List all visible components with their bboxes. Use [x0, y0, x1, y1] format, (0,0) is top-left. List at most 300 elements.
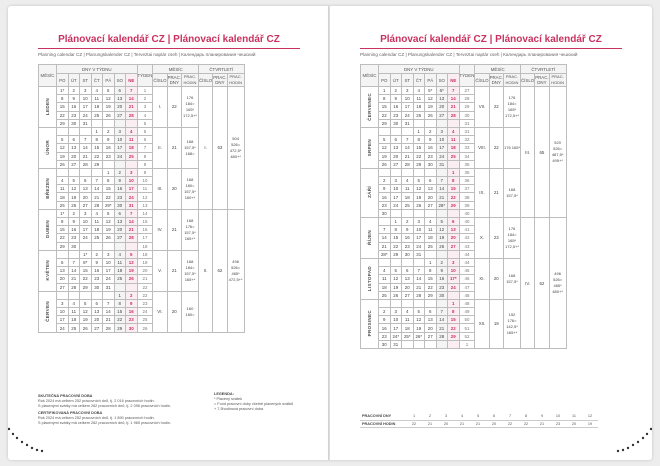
day-cell: 16 [68, 226, 80, 234]
header-prac-dny: PRAC. DNY [213, 75, 227, 85]
summary-label: PRACOVNÍ DNY [360, 413, 406, 420]
day-cell: 9 [425, 136, 437, 144]
month-number: V. [153, 250, 167, 291]
day-cell: 26 [80, 324, 92, 332]
note-title-actual: SKUTEČNÁ PRACOVNÍ DOBA [38, 394, 93, 398]
day-cell: 11 [57, 185, 69, 193]
month-work-hours: 168 160= 157,5* 160+* [182, 168, 199, 209]
day-cell: 10 [114, 136, 126, 144]
day-cell: 11 [413, 95, 425, 103]
month-work-hours: 168 157,5* [504, 168, 521, 217]
day-cell: 6 [448, 218, 460, 226]
day-cell: 24 [413, 242, 425, 250]
day-cell: 10 [413, 226, 425, 234]
note-line: S placenými svátky má celkem 262 pracovních dnů, tj. 1 965 pracovních hodin. [38, 421, 171, 425]
header-day: PO [57, 74, 69, 87]
day-cell: 20 [57, 275, 69, 283]
header-month-group: MĚSÍC [153, 65, 199, 74]
day-cell: 24 [80, 234, 92, 242]
day-cell: 16 [379, 324, 391, 332]
month-label [39, 127, 57, 168]
summary-value: 20 [566, 420, 582, 427]
day-cell: 2 [425, 127, 437, 135]
day-cell: 2 [390, 87, 402, 95]
month-number: VIII. [475, 127, 489, 168]
month-number: XI. [475, 258, 489, 299]
day-cell: 9 [379, 185, 391, 193]
day-cell [80, 168, 92, 176]
day-cell: 1* [57, 87, 69, 95]
day-cell: 20 [80, 193, 92, 201]
week-number: 51 [459, 324, 475, 332]
day-cell: 8 [114, 299, 126, 307]
header-prac-dny: PRAC. DNY [535, 75, 549, 85]
day-cell: 29 [390, 250, 402, 258]
header-day: PÁ [103, 74, 115, 87]
day-cell: 1 [390, 218, 402, 226]
day-cell: 27 [91, 324, 103, 332]
day-cell: 25 [425, 242, 437, 250]
week-number: 30 [459, 111, 475, 119]
day-cell: 5 [126, 250, 138, 258]
week-number: 36 [459, 177, 475, 185]
summary-row [360, 413, 598, 420]
day-cell: 20 [425, 324, 437, 332]
month-name: PROSINEC [367, 310, 372, 337]
day-cell: 30 [379, 340, 391, 348]
day-cell: 17 [80, 103, 92, 111]
day-cell: 23 [103, 152, 115, 160]
day-cell: 18 [413, 103, 425, 111]
day-cell: 18 [114, 267, 126, 275]
day-cell: 31 [402, 119, 414, 127]
day-cell: 28 [448, 111, 460, 119]
day-cell: 29 [379, 119, 391, 127]
week-number: 37 [459, 185, 475, 193]
week-number: 2 [137, 95, 153, 103]
day-cell: 31 [80, 119, 92, 127]
day-cell: 29 [91, 160, 103, 168]
week-number: 17 [137, 234, 153, 242]
day-cell: 7 [126, 209, 138, 217]
day-cell: 14 [126, 95, 138, 103]
week-number: 1 [459, 340, 475, 348]
week-number: 4 [137, 111, 153, 119]
month-work-days: 23 [489, 218, 503, 259]
day-cell: 30 [68, 242, 80, 250]
day-cell: 15 [57, 103, 69, 111]
day-cell: 30 [91, 283, 103, 291]
day-cell: 25 [126, 152, 138, 160]
month-label [361, 127, 379, 168]
week-number: 42 [459, 234, 475, 242]
day-cell: 15 [57, 226, 69, 234]
week-number: 32 [459, 136, 475, 144]
month-work-hours: 176 184= 165* 172,5+* [504, 218, 521, 259]
day-cell: 5 [103, 87, 115, 95]
day-cell: 21 [80, 152, 92, 160]
day-cell [390, 127, 402, 135]
day-cell: 24 [80, 111, 92, 119]
summary-value: 20 [486, 420, 502, 427]
month-number: IX. [475, 168, 489, 217]
day-cell: 1 [379, 87, 391, 95]
week-number: 38 [459, 193, 475, 201]
week-number: 25 [137, 316, 153, 324]
day-cell: 15 [114, 308, 126, 316]
day-cell: 4 [448, 127, 460, 135]
day-cell: 3 [402, 87, 414, 95]
day-cell: 24* [390, 332, 402, 340]
day-cell: 27 [402, 291, 414, 299]
day-cell: 11 [114, 258, 126, 266]
legend-title: LEGENDA: [214, 392, 234, 396]
month-label [361, 299, 379, 348]
week-number: 24 [137, 308, 153, 316]
day-cell: 4 [402, 308, 414, 316]
day-cell: 11 [402, 316, 414, 324]
month-label [39, 250, 57, 291]
day-cell: 10 [390, 316, 402, 324]
quarter-work-days: 62 [535, 218, 549, 349]
month-work-days: 21 [167, 127, 181, 168]
day-cell: 3 [448, 258, 460, 266]
day-cell: 27 [68, 160, 80, 168]
header-day: ÚT [68, 74, 80, 87]
day-cell: 12 [413, 185, 425, 193]
quarter-work-hours: 504 526= 472,5* 480+* [227, 87, 244, 210]
header-prac-hodin: PRAC. HODIN [182, 74, 199, 87]
day-cell: 31 [126, 201, 138, 209]
header-prac-dny: PRAC. DNY [167, 75, 181, 85]
day-cell [379, 168, 391, 176]
day-cell: 14 [126, 218, 138, 226]
day-cell: 10 [126, 177, 138, 185]
day-cell: 9 [91, 258, 103, 266]
day-cell [425, 209, 437, 217]
day-cell: 15 [425, 275, 437, 283]
month-label [361, 218, 379, 259]
summary-value: 22 [518, 420, 534, 427]
day-cell: 13 [68, 144, 80, 152]
day-cell: 14 [436, 185, 448, 193]
day-cell: 19 [57, 152, 69, 160]
week-number: 52 [459, 332, 475, 340]
header-day: SO [114, 74, 126, 87]
right-header [360, 34, 622, 57]
week-number: 31 [459, 119, 475, 127]
week-number: 8 [137, 152, 153, 160]
week-number: 19 [137, 258, 153, 266]
day-cell [448, 250, 460, 258]
summary-value: 10 [550, 413, 566, 420]
day-cell: 5 [80, 299, 92, 307]
week-number: 34 [459, 152, 475, 160]
day-cell: 19 [68, 193, 80, 201]
header-quarter-group: ČTVRTLETÍ [199, 65, 245, 74]
week-number: 28 [459, 95, 475, 103]
day-cell: 13 [390, 144, 402, 152]
day-cell: 12 [390, 275, 402, 283]
day-cell: 26 [103, 234, 115, 242]
day-cell: 6 [91, 299, 103, 307]
month-work-days: 22 [489, 127, 503, 168]
day-cell: 5 [379, 136, 391, 144]
header-day: NE [448, 74, 460, 87]
day-cell [114, 119, 126, 127]
week-number: 18 [137, 242, 153, 250]
day-cell [91, 242, 103, 250]
day-cell: 6 [402, 267, 414, 275]
day-cell: 24 [448, 283, 460, 291]
month-label [361, 168, 379, 217]
month-work-days: 20 [167, 168, 181, 209]
summary-value: 22 [502, 420, 518, 427]
day-cell: 2 [68, 87, 80, 95]
day-cell [57, 168, 69, 176]
week-number: 39 [459, 201, 475, 209]
month-label [39, 291, 57, 332]
week-number: 22 [137, 283, 153, 291]
day-cell: 18 [68, 316, 80, 324]
day-cell: 18 [126, 144, 138, 152]
month-work-days: 21 [167, 209, 181, 250]
day-cell: 15 [103, 185, 115, 193]
day-cell: 1 [425, 258, 437, 266]
day-cell: 29 [425, 291, 437, 299]
day-cell [413, 258, 425, 266]
day-cell: 20 [425, 193, 437, 201]
day-cell: 7 [91, 177, 103, 185]
day-cell [80, 242, 92, 250]
header-cislo: ČÍSLO [199, 74, 213, 87]
day-cell: 2 [436, 258, 448, 266]
day-cell: 14 [402, 144, 414, 152]
week-number: 1 [137, 87, 153, 95]
day-cell: 13 [425, 185, 437, 193]
day-cell: 20 [68, 152, 80, 160]
day-cell: 17 [126, 185, 138, 193]
summary-value: 7 [502, 413, 518, 420]
week-number: 35 [459, 160, 475, 168]
day-cell: 8 [448, 177, 460, 185]
quarter-work-days: 62 [213, 209, 227, 332]
day-cell: 25 [91, 111, 103, 119]
day-cell: 21 [379, 242, 391, 250]
day-cell: 7 [413, 267, 425, 275]
summary-value: 12 [582, 413, 598, 420]
week-number: 43 [459, 242, 475, 250]
day-cell: 13 [436, 95, 448, 103]
note-title-certified: CERTIFIKOVANÁ PRACOVNÍ DOBA [38, 411, 103, 415]
day-cell: 10 [103, 258, 115, 266]
day-cell: 3 [114, 127, 126, 135]
day-cell [57, 291, 69, 299]
week-number: 14 [137, 209, 153, 217]
day-cell: 9 [114, 177, 126, 185]
day-cell: 5 [103, 209, 115, 217]
day-cell: 23 [436, 283, 448, 291]
day-cell [379, 127, 391, 135]
summary-value: 21 [470, 420, 486, 427]
month-name: LEDEN [45, 97, 50, 115]
header-day: PO [379, 74, 391, 87]
day-cell [402, 209, 414, 217]
week-number: 9 [137, 168, 153, 176]
day-cell: 2 [402, 218, 414, 226]
day-cell: 8* [80, 258, 92, 266]
day-cell: 20 [402, 283, 414, 291]
day-cell: 10 [436, 136, 448, 144]
day-cell: 15 [390, 234, 402, 242]
day-cell: 30 [425, 160, 437, 168]
day-cell: 15 [448, 316, 460, 324]
page-corner-dots-icon [614, 418, 652, 460]
month-work-hours: 168 157,5* [504, 258, 521, 299]
day-cell: 18 [57, 193, 69, 201]
day-cell: 23 [425, 152, 437, 160]
week-number: 45 [459, 267, 475, 275]
day-cell: 10 [80, 218, 92, 226]
day-cell [402, 127, 414, 135]
day-cell: 22 [114, 316, 126, 324]
day-cell: 17 [57, 316, 69, 324]
day-cell: 30 [114, 201, 126, 209]
day-cell: 6* [436, 87, 448, 95]
day-cell [413, 340, 425, 348]
day-cell [402, 299, 414, 307]
day-cell [402, 258, 414, 266]
day-cell: 20 [448, 234, 460, 242]
day-cell: 26 [425, 111, 437, 119]
day-cell: 11 [425, 226, 437, 234]
day-cell [448, 119, 460, 127]
month-number: II. [153, 127, 167, 168]
day-cell: 1 [448, 168, 460, 176]
header-day: NE [126, 74, 138, 87]
day-cell: 6 [425, 177, 437, 185]
day-cell: 11 [448, 136, 460, 144]
day-cell: 24 [390, 201, 402, 209]
day-cell: 8 [413, 136, 425, 144]
summary-value: 11 [566, 413, 582, 420]
day-cell: 27 [80, 201, 92, 209]
day-cell: 9 [126, 299, 138, 307]
day-cell: 22 [57, 111, 69, 119]
day-cell: 23 [126, 316, 138, 324]
month-work-days: 20 [489, 258, 503, 299]
week-number: 35 [459, 168, 475, 176]
month-work-days: 19 [489, 299, 503, 348]
day-cell [103, 119, 115, 127]
legend [214, 392, 304, 412]
day-cell: 6 [80, 177, 92, 185]
day-cell: 1 [114, 291, 126, 299]
day-cell: 4 [114, 250, 126, 258]
week-number: 9 [137, 160, 153, 168]
day-cell: 11 [68, 308, 80, 316]
summary-value: 9 [534, 413, 550, 420]
day-cell: 28 [103, 324, 115, 332]
header-day: ÚT [390, 74, 402, 87]
day-cell: 19 [413, 193, 425, 201]
day-cell: 14 [436, 316, 448, 324]
day-cell: 23 [379, 332, 391, 340]
day-cell: 30 [390, 119, 402, 127]
day-cell: 23 [114, 193, 126, 201]
day-cell: 28 [80, 160, 92, 168]
note-line: S placenými svátky má celkem 262 pracovních dnů, tj. 2 096 pracovních hodin. [38, 404, 171, 408]
day-cell: 24 [57, 324, 69, 332]
week-number: 44 [459, 258, 475, 266]
day-cell: 13 [80, 185, 92, 193]
day-cell: 12 [68, 185, 80, 193]
day-cell: 7 [379, 226, 391, 234]
day-cell: 27 [448, 242, 460, 250]
day-cell: 7 [126, 87, 138, 95]
day-cell: 28 [126, 111, 138, 119]
day-cell: 31 [413, 250, 425, 258]
month-name: BŘEZEN [45, 178, 50, 199]
quarter-work-days: 65 [535, 87, 549, 218]
day-cell: 23 [402, 242, 414, 250]
summary-value: 19 [582, 420, 598, 427]
month-name: KVĚTEN [45, 260, 50, 281]
day-cell: 16 [379, 193, 391, 201]
header-week: TÝDEN [137, 65, 153, 87]
day-cell: 24 [436, 152, 448, 160]
week-number: 49 [459, 308, 475, 316]
week-number: 12 [137, 193, 153, 201]
day-cell: 21 [103, 316, 115, 324]
day-cell: 4 [402, 177, 414, 185]
day-cell: 14 [68, 267, 80, 275]
day-cell: 17 [402, 103, 414, 111]
day-cell: 19 [103, 226, 115, 234]
day-cell: 6 [114, 209, 126, 217]
day-cell: 21 [68, 275, 80, 283]
day-cell: 27 [436, 111, 448, 119]
day-cell: 1 [448, 299, 460, 307]
week-number: 50 [459, 316, 475, 324]
month-number: VI. [153, 291, 167, 332]
day-cell: 28* [379, 250, 391, 258]
header-cislo: ČÍSLO [153, 74, 167, 87]
day-cell: 24 [402, 111, 414, 119]
month-name: ZÁŘÍ [367, 186, 372, 199]
day-cell: 28 [68, 283, 80, 291]
day-cell: 2 [379, 177, 391, 185]
day-cell: 29 [57, 119, 69, 127]
day-cell: 25 [68, 324, 80, 332]
day-cell: 17 [390, 324, 402, 332]
day-cell: 17 [390, 193, 402, 201]
day-cell: 23 [91, 275, 103, 283]
day-cell: 22 [390, 242, 402, 250]
day-cell: 30 [436, 291, 448, 299]
day-cell: 3 [80, 209, 92, 217]
day-cell: 1 [413, 127, 425, 135]
day-cell: 21 [126, 226, 138, 234]
day-cell: 19 [379, 152, 391, 160]
day-cell: 15 [91, 144, 103, 152]
day-cell: 8 [57, 218, 69, 226]
left-page [8, 6, 330, 460]
day-cell [436, 119, 448, 127]
day-cell [68, 291, 80, 299]
day-cell [402, 340, 414, 348]
day-cell: 10 [80, 95, 92, 103]
